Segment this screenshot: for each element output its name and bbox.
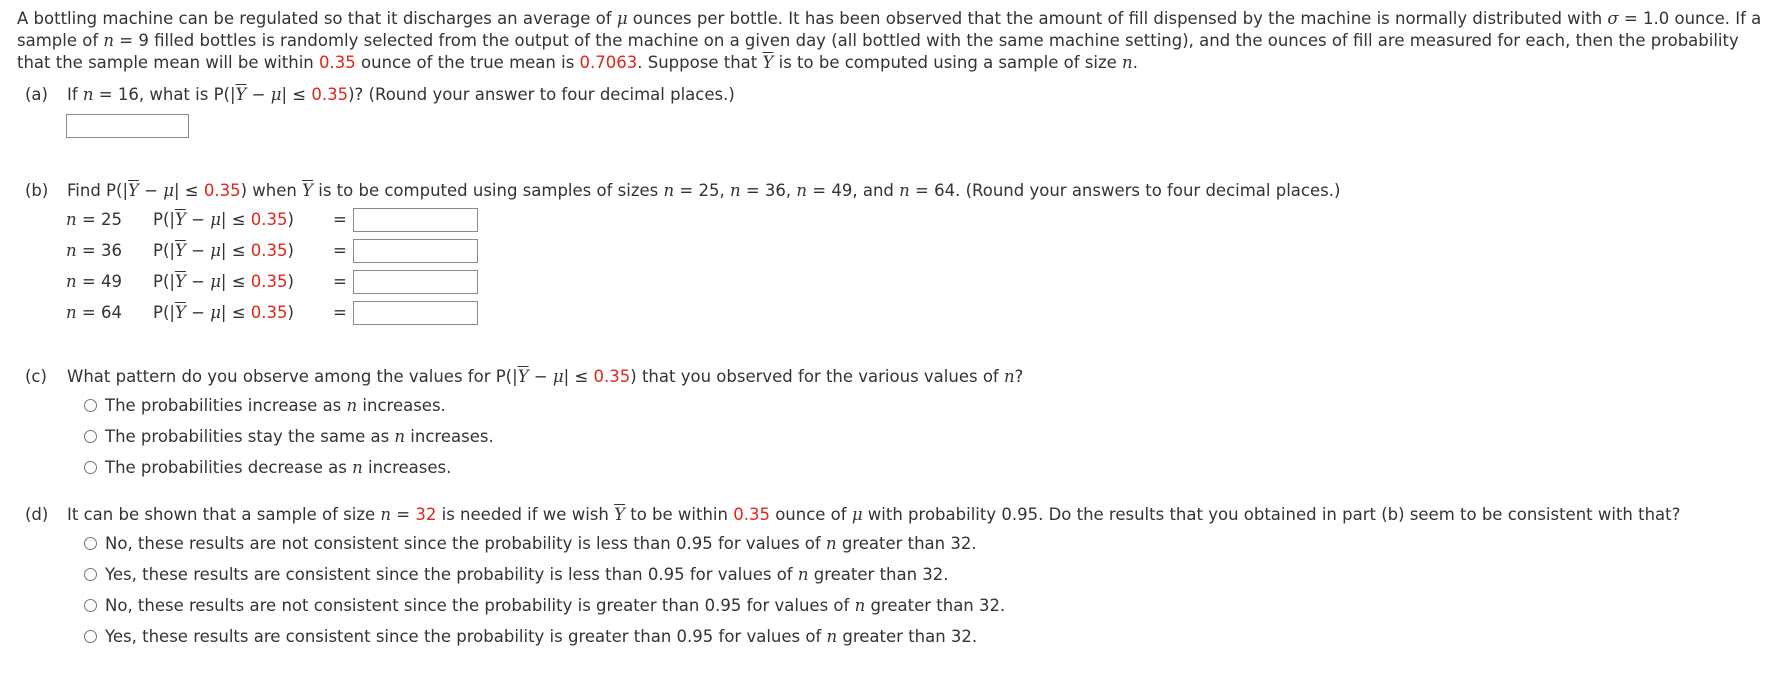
part-c-option-3[interactable]	[84, 452, 1767, 483]
option-label: No, these results are not consistent since the probability is less than 0.95 for values of n greater than 32.	[105, 533, 977, 553]
radio-button[interactable]	[84, 461, 97, 474]
part-c-option-1[interactable]	[84, 390, 1767, 421]
probability-expression: $P(|\overline{Y} - \mu| \le 0.35)$	[153, 209, 294, 229]
part-d	[17, 504, 1767, 652]
problem-statement: A bottling machine can be regulated so that it discharges an average of μ ounces per bottle. It has been observed that the amount of fill dispensed by the machine is normally distributed with σ = 1.0 ounce. If a sample of n = 9 filled bottles is randomly selected from the output of the machine on a given day (all bottled with the same machine setting), and the ounces of fill are measured for each, then the probability that the sample mean will be within 0.35 ounce of the true mean is 0.7063. Suppose that $\overline{Y}$ is to be computed using a sample of size n.	[17, 9, 1762, 72]
equals-sign: =	[333, 271, 347, 291]
part-c-option-2[interactable]	[84, 421, 1767, 452]
part-d-option-4[interactable]	[84, 621, 1767, 652]
option-label: Yes, these results are consistent since the probability is greater than 0.95 for values of n greater than 32.	[105, 626, 978, 646]
part-a-label: (a)	[25, 85, 48, 104]
sample-size-label: n = 64	[66, 302, 122, 322]
part-b-row-n25	[66, 204, 1767, 235]
part-c-question: What pattern do you observe among the values for $P(|\overline{Y} - \mu| \le 0.35)$ that you observed for the various values of n?	[67, 367, 1024, 386]
answer-input-n25[interactable]	[353, 208, 478, 232]
radio-button[interactable]	[84, 599, 97, 612]
radio-button[interactable]	[84, 568, 97, 581]
part-a	[17, 84, 1767, 138]
part-b-row-n64	[66, 297, 1767, 328]
option-label: The probabilities decrease as n increases.	[105, 457, 452, 477]
option-label: Yes, these results are consistent since the probability is less than 0.95 for values of n greater than 32.	[105, 564, 949, 584]
part-a-question: If n = 16, what is $P(|\overline{Y} - \mu| \le 0.35)$? (Round your answer to four decimal places.)	[67, 85, 735, 104]
probability-expression: $P(|\overline{Y} - \mu| \le 0.35)$	[153, 240, 294, 260]
equals-sign: =	[333, 209, 347, 229]
part-d-option-3[interactable]	[84, 590, 1767, 621]
sample-size-label: n = 49	[66, 271, 122, 291]
part-d-option-2[interactable]	[84, 559, 1767, 590]
answer-input-n64[interactable]	[353, 301, 478, 325]
part-b-row-n49	[66, 266, 1767, 297]
part-b	[17, 180, 1767, 328]
part-b-question: Find $P(|\overline{Y} - \mu| \le 0.35)$ when $\overline{Y}$ is to be computed using samples of sizes n = 25, n = 36, n = 49, and n = 64. (Round your answers to four decimal places.)	[67, 181, 1341, 200]
part-d-option-1[interactable]	[84, 528, 1767, 559]
radio-button[interactable]	[84, 430, 97, 443]
equals-sign: =	[333, 240, 347, 260]
sample-size-label: n = 36	[66, 240, 122, 260]
radio-button[interactable]	[84, 537, 97, 550]
part-d-question: It can be shown that a sample of size n = 32 is needed if we wish $\overline{Y}$ to be within 0.35 ounce of μ with probability 0.95. Do the results that you obtained in part (b) seem to be consistent with that?	[67, 505, 1681, 524]
probability-expression: $P(|\overline{Y} - \mu| \le 0.35)$	[153, 271, 294, 291]
option-label: No, these results are not consistent since the probability is greater than 0.95 for values of n greater than 32.	[105, 595, 1006, 615]
option-label: The probabilities increase as n increases.	[105, 395, 446, 415]
sample-size-label: n = 25	[66, 209, 122, 229]
answer-input-n49[interactable]	[353, 270, 478, 294]
probability-expression: $P(|\overline{Y} - \mu| \le 0.35)$	[153, 302, 294, 322]
answer-input-n36[interactable]	[353, 239, 478, 263]
part-c	[17, 366, 1767, 483]
part-a-answer-input[interactable]	[66, 114, 189, 138]
option-label: The probabilities stay the same as n increases.	[105, 426, 494, 446]
radio-button[interactable]	[84, 630, 97, 643]
part-b-row-n36	[66, 235, 1767, 266]
equals-sign: =	[333, 302, 347, 322]
radio-button[interactable]	[84, 399, 97, 412]
part-c-label: (c)	[25, 367, 47, 386]
part-d-label: (d)	[25, 505, 49, 524]
part-b-label: (b)	[25, 181, 49, 200]
